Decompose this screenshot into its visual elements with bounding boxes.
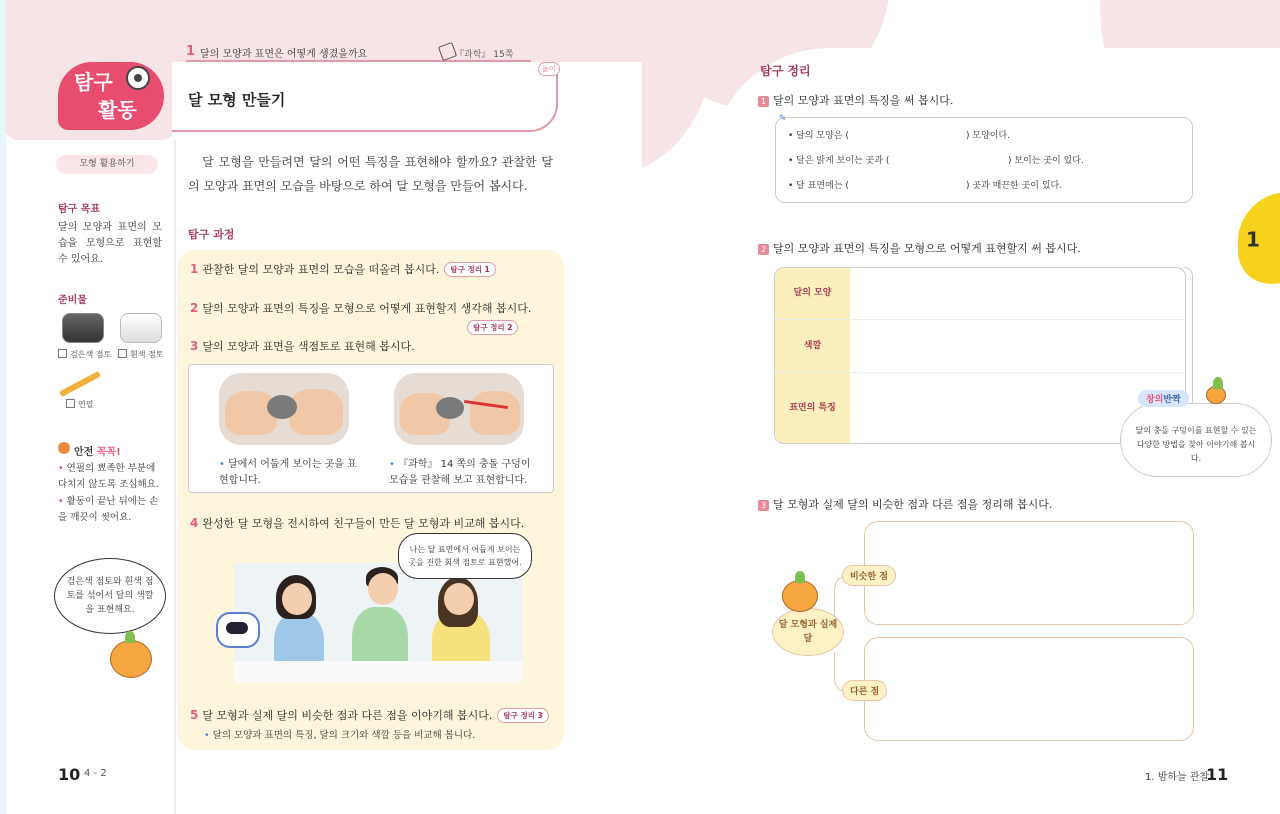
intro-text: [188, 150, 553, 198]
step-1: [190, 261, 496, 277]
step-2: [190, 300, 531, 316]
black-clay-image: [62, 313, 104, 343]
step-5-note-text: 달의 모양과 표면의 특징, 달의 크기와 색깔 등을 비교해 봅니다.: [212, 730, 476, 741]
similar-label: 비슷한 점: [842, 565, 896, 586]
safety-item-text: 연필의 뾰족한 부분에 다치지 않도록 조심해요.: [58, 463, 159, 490]
binding-strip: [0, 0, 6, 814]
clay-moon-model: [267, 395, 297, 419]
hand-image: [470, 391, 520, 435]
tip-tag-b: 반짝: [1163, 395, 1181, 405]
badge-line2: 활동: [98, 98, 137, 122]
caption-2: • 『과학』 14 쪽의 충돌 구덩이 모습을 관찰해 보고 표현합니다.: [389, 459, 531, 486]
tip-text: 달의 충돌 구덩이를 표현할 수 있는 다양한 방법을 찾아 이야기해 봅시다.: [1135, 426, 1257, 463]
badge-line1: 탐구: [74, 70, 113, 94]
safety-item-text: 활동이 끝난 뒤에는 손을 깨끗이 씻어요.: [58, 496, 159, 523]
blank-suffix-1: ) 모양이다.: [966, 131, 1011, 141]
goal-text: 달의 모양과 표면의 모습을 모형으로 표현할 수 있어요.: [58, 222, 162, 265]
step-number: 2: [190, 301, 199, 315]
blank-prefix: • 달의 모양은 (: [788, 131, 849, 141]
kid-speech-bubble: 나는 달 표면에서 어둡게 보이는 곳을 진한 회색 점토로 표현했어.: [398, 533, 532, 579]
material-white-clay: 흰색 점토: [118, 349, 163, 360]
blank-line-2: [788, 153, 889, 166]
material-pencil: 연필: [66, 399, 93, 410]
play-tab: 놀이: [538, 62, 560, 76]
materials-heading: 준비물: [58, 295, 87, 306]
step-4: [190, 515, 524, 531]
children-photo: [234, 563, 522, 683]
right-footer-title: 1. 밤하늘 관찰: [1145, 772, 1210, 783]
step-number: 3: [190, 339, 199, 353]
clay-photo-1: [219, 373, 349, 445]
creativity-tag: [1138, 390, 1189, 407]
left-page-number: 10: [58, 765, 81, 784]
safety-item: • 활동이 끝난 뒤에는 손을 깨끗이 씻어요.: [58, 496, 159, 523]
child-head: [368, 573, 398, 605]
caption-1: • 달에서 어둡게 보이는 곳을 표현합니다.: [219, 459, 357, 486]
pencil-icon: ✎: [779, 114, 787, 124]
sidebar-speech-bubble: 검은색 점토와 흰색 점토를 섞어서 달의 색깔을 표현해요.: [54, 558, 166, 634]
white-clay-image: [120, 313, 162, 343]
step-3: [190, 338, 415, 354]
caption-1-text: 달에서 어둡게 보이는 곳을 표현합니다.: [219, 459, 357, 486]
safety-heading: [74, 443, 121, 458]
safety-heading-a: 안전: [74, 447, 94, 458]
material-black-clay: 검은색 점토: [58, 349, 111, 360]
intro-paragraph: 달 모형을 만들려면 달의 어떤 특징을 표현해야 할까요? 관찰한 달의 모양과 표면의 모습을 바탕으로 하여 달 모형을 만들어 봅시다.: [188, 155, 553, 193]
blank-line-3: [788, 178, 849, 191]
step-number: 5: [190, 708, 199, 722]
blank-prefix: • 달 표면에는 (: [788, 181, 849, 191]
question-2-text: 달의 모양과 표면의 특징을 모형으로 어떻게 표현할지 써 봅시다.: [773, 242, 1081, 255]
eye-icon: [126, 66, 150, 90]
sidebar-tab: 모형 활용하기: [56, 155, 158, 174]
table-row-label: 색깔: [775, 320, 850, 372]
right-page-number: 11: [1206, 765, 1229, 784]
summary-tag: 탐구 정리 3: [497, 708, 548, 723]
table-row-label: 표면의 특징: [775, 373, 850, 443]
different-answer-box: [864, 637, 1194, 741]
clay-moon-model: [436, 397, 464, 419]
step-5-note: • 달의 모양과 표면의 특징, 달의 크기와 색깔 등을 비교해 봅니다.: [204, 730, 476, 741]
safety-heading-b: 꼭꼭!: [96, 447, 121, 458]
tip-tag-a: 창의: [1146, 395, 1164, 405]
safety-item: • 연필의 뾰족한 부분에 다치지 않도록 조심해요.: [58, 463, 159, 490]
step-text: 달 모형과 실제 달의 비슷한 점과 다른 점을 이야기해 봅시다.: [202, 709, 493, 722]
blank-line-1: [788, 128, 849, 141]
question-1: 1 달의 모양과 표면의 특징을 써 봅시다.: [758, 92, 953, 108]
summary-tag: 탐구 정리 2: [467, 320, 518, 335]
step-number: 4: [190, 516, 199, 530]
step-number: 1: [190, 262, 199, 276]
child-head: [444, 583, 474, 615]
mascot-character: [1206, 386, 1226, 404]
mascot-character: [110, 640, 152, 678]
tip-bubble: [1120, 403, 1272, 477]
mascot-character: [782, 580, 818, 612]
chapter-underline: [186, 60, 531, 62]
question-2: 2 달의 모양과 표면의 특징을 모형으로 어떻게 표현할지 써 봅시다.: [758, 240, 1081, 256]
table-row-label: 달의 모양: [775, 268, 850, 319]
step-text: 관찰한 달의 모양과 표면의 모습을 떠올려 봅시다.: [202, 263, 440, 276]
step-text: 완성한 달 모형을 전시하여 친구들이 만든 달 모형과 비교해 봅시다.: [202, 517, 525, 530]
photo-frame: [188, 364, 554, 493]
clay-photo-2: [394, 373, 524, 445]
summary-heading: 탐구 정리: [760, 64, 811, 78]
question-1-text: 달의 모양과 표면의 특징을 써 봅시다.: [773, 94, 954, 107]
similar-answer-box: [864, 521, 1194, 625]
summary-tag: 탐구 정리 1: [444, 262, 495, 277]
column-divider: [174, 140, 176, 814]
goal-heading: 탐구 목표: [58, 204, 101, 215]
activity-title: 달 모형 만들기: [188, 91, 286, 109]
blank-prefix: • 달은 밝게 보이는 곳과 (: [788, 156, 890, 166]
chapter-tab-number: 1: [1246, 227, 1260, 252]
hand-image: [289, 389, 343, 435]
warning-icon: [58, 442, 70, 454]
textbook-reference: 『과학』 15쪽: [455, 50, 514, 60]
chapter-title: 달의 모양과 표면은 어떻게 생겼을까요: [200, 49, 368, 60]
caption-2-text: 『과학』 14 쪽의 충돌 구덩이 모습을 관찰해 보고 표현합니다.: [389, 459, 531, 486]
process-heading: 탐구 과정: [188, 228, 235, 241]
blank-suffix-3: ) 곳과 매끈한 곳이 있다.: [966, 181, 1063, 191]
table-surface: [234, 661, 522, 683]
step-text: 달의 모양과 표면의 특징을 모형으로 어떻게 표현할지 생각해 봅시다.: [202, 302, 532, 315]
different-label: 다른 점: [842, 680, 887, 701]
blank-suffix-2: ) 보이는 곳이 있다.: [1008, 156, 1084, 166]
step-text: 달의 모양과 표면을 색점토로 표현해 봅시다.: [202, 340, 415, 353]
question-3-text: 달 모형과 실제 달의 비슷한 점과 다른 점을 정리해 봅시다.: [773, 498, 1053, 511]
step-5: [190, 707, 549, 723]
robot-character: [216, 612, 260, 648]
left-page-sub: 4 - 2: [84, 768, 107, 779]
child-head: [282, 583, 312, 615]
mind-map-center: 달 모형과 실제 달: [772, 608, 844, 656]
step-2-tag-wrap: [462, 320, 518, 335]
question-3: 3 달 모형과 실제 달의 비슷한 점과 다른 점을 정리해 봅시다.: [758, 496, 1052, 512]
chapter-number: 1: [186, 44, 196, 59]
